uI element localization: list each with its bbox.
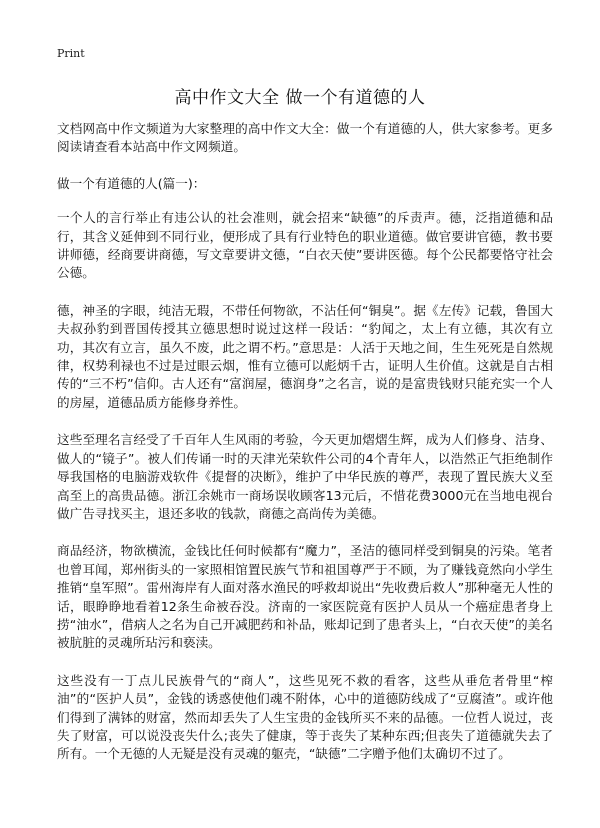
article-body <box>57 120 553 783</box>
intro-paragraph: 文档网高中作文频道为大家整理的高中作文大全：做一个有道德的人，供大家参考。更多阅读请查看本站高中作文网频道。 <box>57 121 553 155</box>
body-paragraph: 这些至理名言经受了千百年人生风雨的考验，今天更加熠熠生辉，成为人们修身、洁身、做人的“镜子”。被人们传诵一时的天津光荣软件公司的4个青年人，以浩然正气拒绝制作辱我国格的电脑游戏软件《提督的决断》，维护了中华民族的尊严，表现了置民族大义至高至上的高贵品德。浙江余姚市一商场误收顾客13元后，不惜花费3000元在当地电视台做广告寻找买主，退还多收的钱款，商德之高尚传为美德。 <box>57 432 553 521</box>
body-paragraph: 这些没有一丁点儿民族骨气的“商人”，这些见死不救的看客，这些从垂危者骨里“榨油”的“医护人员”，金钱的诱惑使他们魂不附体，心中的道德防线成了“豆腐渣”。或许他们得到了满钵的财富，然而却丢失了人生宝贵的金钱所买不来的品德。一位哲人说过，丧失了财富，可以说没丧失什么;丧失了健康，等于丧失了某种东西;但丧失了道德就失去了所有。一个无德的人无疑是没有灵魂的躯壳，“缺德”二字赠予他们太确切不过了。 <box>57 672 553 762</box>
body-paragraph: 商品经济，物欲横流，金钱比任何时候都有“魔力”，圣洁的德同样受到铜臭的污染。笔者也曾耳闻，郑州街头的一家照相馆置民族气节和祖国尊严于不顾，为了赚钱竟然向小学生推销“皇军照”。雷州海岸有人面对落水渔民的呼救却说出“先收费后救人”那种毫无人性的话，眼睁睁地看着12条生命被吞没。济南的一家医院竟有医护人员从一个癌症患者身上捞“油水”，借病人之名为自己开减肥药和补品，账却记到了患者头上，“白衣天使”的美名被肮脏的灵魂所玷污和亵渎。 <box>57 543 553 651</box>
section-heading: 做一个有道德的人(篇一)： <box>57 175 206 191</box>
print-link[interactable]: Print <box>57 47 85 60</box>
body-paragraph: 一个人的言行举止有违公认的社会准则，就会招来“缺德”的斥责声。德，泛指道德和品行，其含义延伸到不同行业，便形成了具有行业特色的职业道德。做官要讲官德，教书要讲师德，经商要讲商德，写文章要讲文德，“白衣天使”要讲医德。每个公民都要恪守社会公德。 <box>57 210 553 281</box>
article-title: 高中作文大全 做一个有道德的人 <box>174 88 426 108</box>
body-paragraph: 德，神圣的字眼，纯洁无瑕，不带任何物欲，不沾任何“铜臭”。据《左传》记载，鲁国大夫叔孙豹到晋国传授其立德思想时说过这样一段话：“豹闻之，太上有立德，其次有立功，其次有立言，虽久不废，此之谓不朽。”意思是：人活于天地之间，生生死死是自然规律，权势利禄也不过是过眼云烟，惟有立德可以彪炳千古，证明人生价值。这就是自古相传的“三不朽”信仰。古人还有“富润屋，德润身”之名言，说的是富贵钱财只能充实一个人的房屋，道德品质方能修身养性。 <box>57 302 553 410</box>
